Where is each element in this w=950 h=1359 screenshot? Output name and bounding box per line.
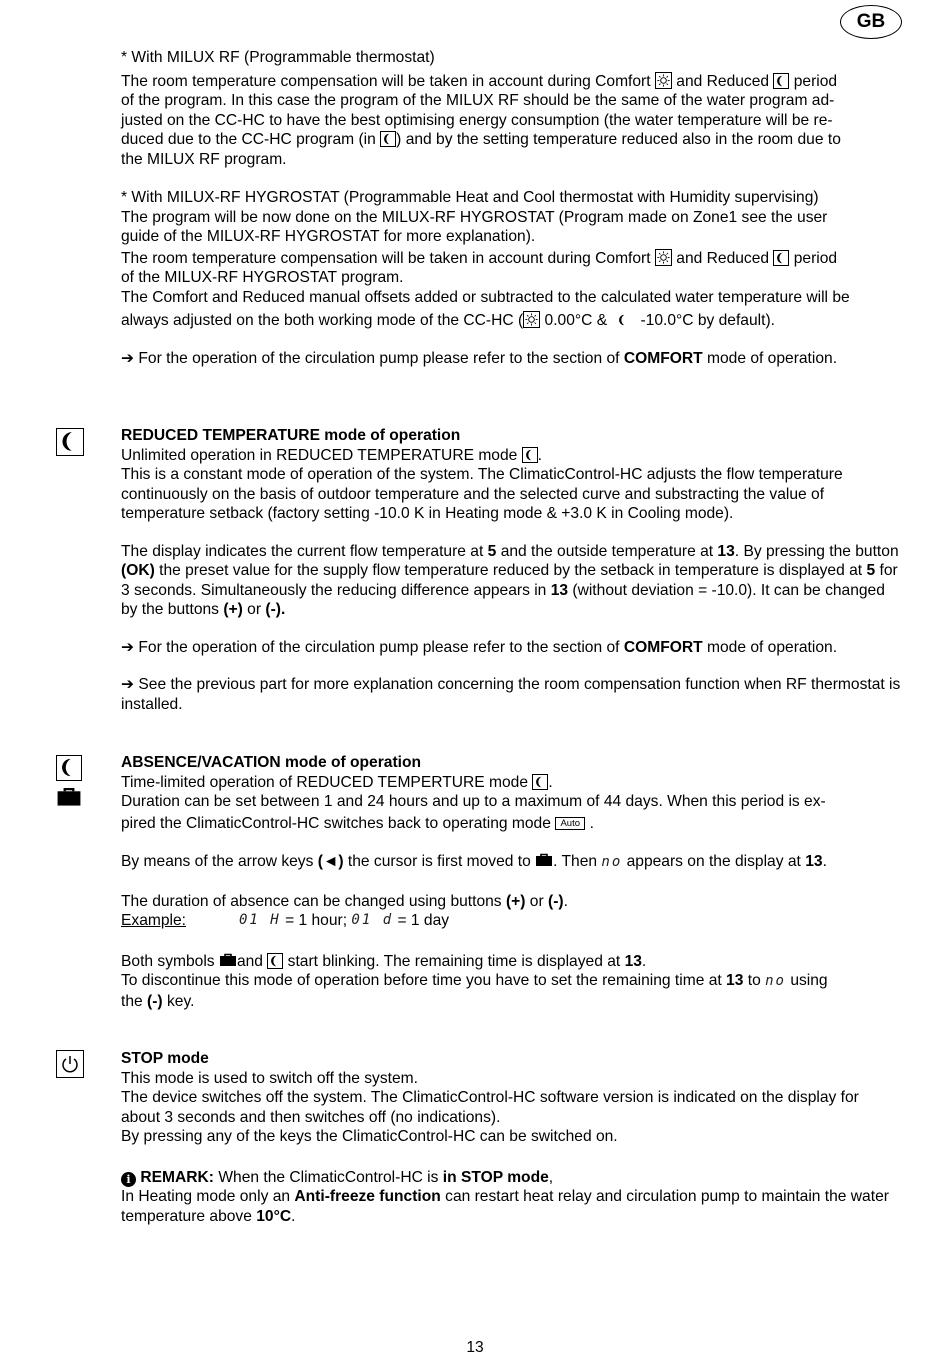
sun-icon: [523, 311, 540, 328]
stop-mode-side-icon: [56, 1050, 84, 1078]
auto-icon: Auto: [555, 817, 585, 830]
hygrostat-heading: * With MILUX-RF HYGROSTAT (Programmable Heat and Cool thermostat with Humidity supervising): [121, 189, 819, 206]
moon-icon: [532, 774, 548, 790]
sun-icon: [655, 72, 672, 89]
power-icon: [56, 1050, 84, 1078]
moon-icon: [267, 953, 283, 969]
reduced-mode-side-icon: [56, 428, 84, 456]
section-title: STOP mode: [121, 1050, 209, 1067]
suitcase-icon: [56, 787, 82, 807]
moon-icon: [773, 250, 789, 266]
absence-section: ABSENCE/VACATION mode of operation Time-limited operation of REDUCED TEMPERTURE mode . Duration can be set between 1 and 24 hours and up to a maximum of 44 days. When this period is ex- pired the ClimaticControl-HC switches back to operating mode Auto . By means of the arrow keys (◄) the cursor is first moved to . Then no appears on the display at 13. The duration of absence can be changed using buttons (+) or (-). Example: 01 H = 1 hour; 01 d = 1 day Both symbols and start blinking. The remaining time is displayed at 13. To discontinue this mode of operation before time you have to set the remaining time at 13 to no using the (-) key.: [121, 753, 901, 1011]
milux-rf-paragraph: The room temperature compensation will be taken in account during Comfort and Reduced period of the program. In this case the program of the MILUX RF should be the same of the water program ad- justed on the CC-HC to have the best optimising energy consumption (the water temperature will be re- duced due to the CC-HC program (in ) and by the setting temperature reduced also in the room due to the MILUX RF program.: [121, 72, 841, 168]
moon-icon: [380, 131, 396, 147]
segment-display-01d: 01 d: [351, 912, 394, 928]
moon-icon: [522, 447, 538, 463]
stop-section: STOP mode This mode is used to switch off the system. The device switches off the system. The ClimaticControl-HC software version is indicated on the display for about 3 seconds and then switches off (no indications). By pressing any of the keys the ClimaticControl-HC can be switched on. i REMARK: When the ClimaticControl-HC is in STOP mode, In Heating mode only an Anti-freeze function can restart heat relay and circulation pump to maintain the water temperature above 10°C.: [121, 1049, 901, 1226]
sun-icon: [655, 249, 672, 266]
remark: i REMARK: When the ClimaticControl-HC is in STOP mode,: [121, 1168, 901, 1188]
pump-note: ➔ For the operation of the circulation pump please refer to the section of COMFORT mode of operation.: [121, 349, 838, 367]
absence-mode-side-icon: [56, 755, 82, 807]
segment-display-no: no: [765, 973, 786, 989]
section-title: ABSENCE/VACATION mode of operation: [121, 754, 422, 771]
segment-display-no: no: [601, 854, 623, 870]
milux-rf-section: [121, 48, 901, 169]
moon-icon: [56, 755, 82, 781]
suitcase-icon: [535, 853, 553, 867]
see-note: ➔ See the previous part for more explanation concerning the room compensation function when RF thermostat is installed.: [121, 676, 901, 713]
info-icon: i: [121, 1172, 136, 1187]
segment-display-01h: 01 H: [239, 912, 281, 928]
suitcase-icon: [219, 953, 237, 967]
moon-icon: [616, 313, 632, 329]
example-row: Example: 01 H = 1 hour; 01 d = 1 day: [121, 912, 450, 929]
page-number: 13: [466, 1339, 484, 1356]
language-badge: GB: [840, 5, 902, 39]
reduced-section: REDUCED TEMPERATURE mode of operation Unlimited operation in REDUCED TEMPERATURE mode . This is a constant mode of operation of the system. The ClimaticControl-HC adjusts the flow temperature continuously on the basis of outdoor temperature and the selected curve and substracting the value of temperature setback (factory setting -10.0 K in Heating mode & +3.0 K in Cooling mode). The display indicates the current flow temperature at 5 and the outside temperature at 13. By pressing the button (OK) the preset value for the supply flow temperature reduced by the setback in temperature is displayed at 5 for 3 seconds. Simultaneously the reducing difference appears in 13 (without deviation = -10.0). It can be changed by the buttons (+) or (-). ➔ For the operation of the circulation pump please refer to the section of COMFORT mode of operation. ➔ See the previous part for more explanation concerning the room compensation function when RF thermostat is installed.: [121, 427, 901, 713]
moon-icon: [56, 428, 84, 456]
hygrostat-section: * With MILUX-RF HYGROSTAT (Programmable Heat and Cool thermostat with Humidity supervising) The program will be now done on the MILUX-RF HYGROSTAT (Program made on Zone1 see the user guide of the MILUX-RF HYGROSTAT for more explanation). The room temperature compensation will be taken in account during Comfort and Reduced period of the MILUX-RF HYGROSTAT program. The Comfort and Reduced manual offsets added or subtracted to the calculated water temperature will be always adjusted on the both working mode of the CC-HC ( 0.00°C & -10.0°C by default). ➔ For the operation of the circulation pump please refer to the section of COMFORT mode of operation.: [121, 188, 901, 368]
pump-note: ➔ For the operation of the circulation pump please refer to the section of COMFORT mode of operation.: [121, 638, 838, 656]
section-title: REDUCED TEMPERATURE mode of operation: [121, 427, 461, 444]
moon-icon: [773, 73, 789, 89]
milux-rf-heading: * With MILUX RF (Programmable thermostat): [121, 49, 435, 66]
